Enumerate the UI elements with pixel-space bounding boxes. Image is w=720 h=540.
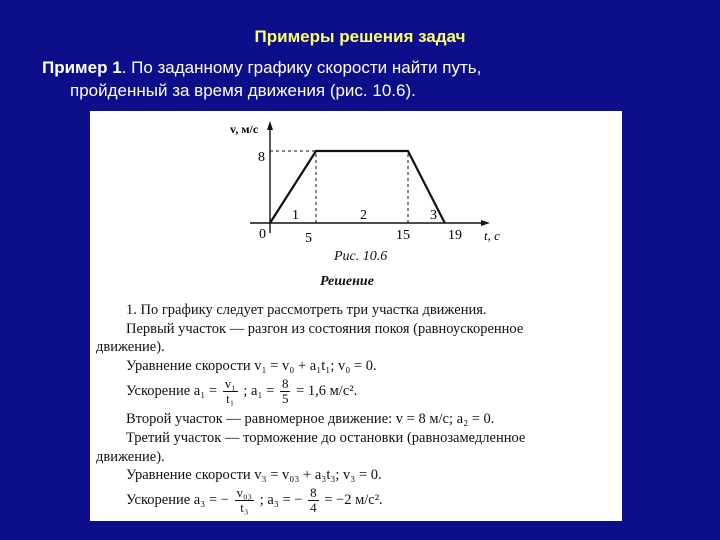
example-label: Пример 1 (42, 58, 122, 77)
fraction (308, 486, 319, 515)
accel-3-mid: ; a₃ = − (259, 491, 303, 508)
accel-1-mid: ; a₁ = (243, 382, 275, 399)
fraction (235, 486, 255, 515)
x-tick-label-5: 5 (305, 231, 312, 246)
example-text-line-2: пройденный за время движения (рис. 10.6). (70, 81, 416, 100)
scanned-page (90, 111, 622, 521)
segment-label-3: 3 (430, 208, 437, 223)
fraction-denominator: 4 (310, 500, 317, 515)
fraction-numerator: 8 (310, 485, 317, 500)
solution-line-6: Второй участок — равномерное движение: v = 8 м/с; a₂ = 0. (126, 411, 495, 427)
y-axis-label: v, м/с (230, 122, 259, 136)
fraction (223, 377, 238, 406)
y-tick-label-8: 8 (258, 150, 265, 165)
x-tick-label-19: 19 (448, 228, 462, 243)
y-axis-arrow (267, 121, 273, 130)
example-statement (42, 56, 702, 102)
solution-line-7: Третий участок — торможение до остановки (равнозамедленное (126, 430, 526, 446)
fraction (280, 377, 291, 406)
x-tick-label-15: 15 (396, 228, 410, 243)
x-tick-label-0: 0 (259, 227, 266, 242)
solution-line-10 (126, 486, 383, 515)
accel-1-prefix: Ускорение a₁ = (126, 382, 218, 399)
figure-caption: Рис. 10.6 (334, 249, 388, 264)
solution-line-5 (126, 377, 357, 406)
accel-3-prefix: Ускорение a₃ = − (126, 491, 229, 508)
solution-line-1: 1. По графику следует рассмотреть три участка движения. (126, 302, 487, 318)
accel-3-suffix: = −2 м/с². (324, 491, 383, 508)
segment-label-2: 2 (360, 208, 367, 223)
solution-line-9: Уравнение скорости v₃ = v₀₃ + a₃t₃; v₃ = 0. (126, 467, 382, 483)
fraction-numerator: 8 (281, 376, 289, 391)
solution-heading: Решение (320, 274, 374, 289)
accel-1-suffix: = 1,6 м/с². (296, 382, 358, 399)
fraction-denominator: t₃ (240, 500, 249, 515)
x-axis-arrow (481, 220, 490, 226)
example-text-line-1: . По заданному графику скорости найти путь, (121, 58, 482, 77)
slide-title: Примеры решения задач (254, 27, 466, 46)
fraction-numerator: v₁ (224, 376, 236, 391)
fraction-denominator: 5 (281, 391, 289, 406)
solution-line-3: движение). (96, 339, 165, 355)
x-axis-label: t, с (484, 228, 500, 243)
solution-line-8: движение). (96, 449, 165, 465)
fraction-denominator: t₁ (226, 391, 235, 406)
velocity-graph (90, 111, 622, 251)
solution-line-4: Уравнение скорости v₁ = v₀ + a₁t₁; v₀ = 0. (126, 358, 377, 374)
fraction-numerator: v₀₃ (236, 485, 253, 500)
segment-label-1: 1 (292, 208, 299, 223)
solution-line-2: Первый участок — разгон из состояния покоя (равноускоренное (126, 321, 524, 337)
